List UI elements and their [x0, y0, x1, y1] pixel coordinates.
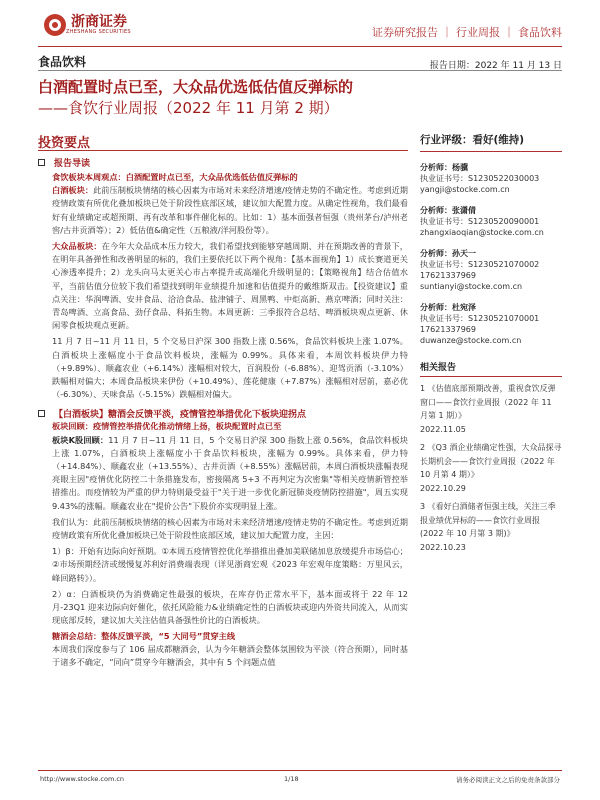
subheader-divider — [38, 70, 562, 71]
analyst-cert: 执业证书号：S1230520090001 — [420, 217, 540, 226]
section-subhead: 板块回顾：疫情管控举措优化推动情绪上扬，板块配置时点已至 — [52, 421, 282, 432]
related-reports-heading: 相关报告 — [420, 360, 562, 377]
paragraph-label: 白酒板块： — [52, 185, 94, 196]
analyst-email[interactable]: yangji@stocke.com.cn — [420, 185, 510, 194]
paragraph-baijiu — [38, 184, 408, 237]
square-bullet-icon — [38, 410, 45, 417]
related-report-item[interactable] — [420, 500, 562, 554]
analyst-card — [420, 302, 562, 346]
related-report-title[interactable]: 3 《看好白酒储者恒强主线，关注三季报业绩优异标的——食饮行业周报(2022 年 10 月第 3 期)》 — [420, 502, 556, 538]
section-subhead-expo: 糖酒会总结：整体反馈平淡，“5 大同号”贯穿主线 — [52, 630, 236, 641]
analyst-phone: 17621337969 — [420, 271, 476, 280]
report-subtitle: ——食饮行业周报（2022 年 11 月第 2 期） — [38, 99, 339, 117]
report-title: 白酒配置时点已至，大众品优选低估值反弹标的 — [38, 78, 354, 96]
analyst-card — [420, 205, 562, 238]
related-report-date: 2022.11.05 — [420, 424, 466, 434]
logo-text: 浙商证券 — [71, 14, 127, 30]
paragraph-sector-review — [38, 434, 408, 513]
analyst-cert: 执业证书号：S1230522030003 — [420, 174, 540, 183]
analyst-card — [420, 248, 562, 292]
section-heading-investment-points: 投资要点 — [38, 136, 91, 151]
logo-subtext: ZHESHANG SECURITIES — [66, 29, 131, 35]
square-bullet-icon — [38, 159, 45, 166]
page-number: 1/18 — [284, 775, 299, 783]
main-content — [38, 152, 408, 764]
section-head-guide — [38, 156, 408, 169]
section-divider — [38, 150, 408, 151]
section-head-baijiu — [38, 407, 408, 420]
paragraph-our-view: 我们认为：此前压制板块情绪的核心因素为市场对未来经济增速/疫情走势的不确定性。考虑到近期疫情政策有所优化叠加板块已处于阶段性底部区域，建议加大配置力度，主因： — [52, 516, 408, 541]
header-breadcrumb: 证券研究报告 ｜ 行业周报 ｜ 食品饮料 — [372, 26, 562, 39]
related-report-date: 2022.10.29 — [420, 483, 466, 493]
related-report-item[interactable] — [420, 441, 562, 495]
report-date: 报告日期：2022 年 11 月 13 日 — [429, 61, 562, 71]
related-report-title[interactable]: 2 《Q3 酒企业绩确定性强，大众品探寻长期机会——食饮行业周报（2022 年 10 月第 4 期）》 — [420, 443, 562, 479]
paragraph-expo: 本周我们深度参与了 106 届成都糖酒会，认为今年糖酒会整体氛围较为平淡（符合预期），同时基于诸多不确定，“同向”贯穿今年糖酒会，其中有 5 个问题点值 — [52, 643, 408, 667]
analyst-card — [420, 162, 562, 195]
weekly-view-lead: 食饮板块本周观点：白酒配置时点已至，大众品优选低估值反弹标的 — [52, 172, 298, 182]
analyst-phone: 17621337969 — [420, 325, 476, 334]
related-report-title[interactable]: 1 《估值底部预期改善，重视食饮反弹窗口——食饮行业周报（2022 年 11 月第 1 期）》 — [420, 384, 556, 420]
analyst-name: 分析师：孙天一 — [420, 249, 476, 258]
paragraph-market-review: 11 月 7 日~11 月 11 日，5 个交易日沪深 300 指数上涨 0.56%，食品饮料板块上涨 1.07%。白酒板块上涨幅度小于食品饮料板块，涨幅为 0.99%。具体来看，本周饮料板块伊力特（+9.89%）、顺鑫农业（+6.14%）涨幅相对较大，百润股份（-6.88%）、迎驾贡酒（-3.10%）跌幅相对偏大；本周食品板块来伊份（+10.49%）、莲花健康（+7.87%）涨幅相对居前，嘉必优（-6.30%）、天味食品（-5.15%）跌幅相对偏大。 — [52, 336, 408, 400]
section-head-text: 【白酒板块】糖酒会反馈平淡，疫情管控举措优化下板块迎拐点 — [54, 410, 307, 421]
analyst-name: 分析师：张潇倩 — [420, 206, 476, 215]
sidebar — [420, 132, 562, 562]
paragraph-label: 板块K股回顾： — [52, 434, 109, 445]
footer-divider — [38, 770, 562, 771]
paragraph-text: 此前压制板块情绪的核心因素为市场对未来经济增速/疫情走势的不确定性。考虑到近期疫情政策有所优化叠加板块已处于阶段性底部区域，建议加大配置力度。从确定性视角，我们最看好有业绩确定或超预期、再有改革和事件催化标的。比如：1）基本面强者恒强（贵州茅台/泸州老窖/古井贡酒等）；2）低估值&确定性（五粮液/洋河股份等）。 — [52, 185, 408, 235]
footer-url[interactable]: http://www.stocke.com.cn — [40, 775, 125, 783]
analyst-email[interactable]: duwanze@stocke.com.cn — [420, 336, 522, 345]
page-header — [0, 0, 600, 46]
analyst-email[interactable]: suntianyi@stocke.com.cn — [420, 282, 523, 291]
paragraph-alpha: 2）α：白酒板块仍为消费确定性最强的板块，在库存仍正常水平下，基本面或将于 22 年 12 月-23Q1 迎来边际向好催化，依托风险能力&业绩确定性的白酒板块或迎内外资共同流入，从而实现底部反转，建议加大关注估值具备强性价比的白酒板块。 — [52, 588, 408, 626]
industry-rating: 行业评级：看好(维持) — [420, 132, 562, 152]
report-category: 食品饮料 — [38, 55, 87, 69]
analyst-name: 分析师：杜宛泽 — [420, 303, 476, 312]
paragraph-mass-goods — [38, 240, 408, 332]
paragraph-beta: 1）β：开始有边际向好预期。①本周五疫情管控优化举措推出叠加美联储加息放缓提升市场信心；②市场预期经济或缓慢复苏利好消费端表现（详见浙商宏观《2023 年宏观年度策略：万里风云，峰回路转》）。 — [52, 546, 408, 583]
paragraph-text: 11 月 7 日~11 月 11 日，5 个交易日沪深 300 指数上涨 0.56%，食品饮料板块上涨 1.07%，白酒板块上涨幅度小于食品饮料板块，涨幅为 0.99%。具体来看，伊力特（+14.84%）、顺鑫农业（+13.55%）、古井贡酒（+8.55%）涨幅居前，本周白酒板块涨幅表现亮眼主因"疫情优化防控二十条措施发布，密接隔离 5+3 不再判定为次密集"等相关疫情新管控举措推出。而疫情较为严重的伊力特则最受益于"关于进一步优化新冠肺炎疫情防控措施"，周五实现 9.43%的涨幅。顺鑫农业在"提价公告"下股价亦实现明显上涨。 — [52, 434, 408, 511]
related-report-date: 2022.10.23 — [420, 542, 466, 552]
logo-mark-icon — [44, 14, 66, 36]
analyst-cert: 执业证书号：S1230521070002 — [420, 260, 540, 269]
section-head-text: 报告导读 — [54, 159, 91, 169]
header-divider — [38, 46, 562, 47]
paragraph-label: 大众品板块： — [52, 241, 102, 252]
paragraph-text: 在今年大众品成本压力较大，我们希望找到能够穿越周期、并在预期改善的背景下，在明年具备弹性和改善明显的标的，我们主要依托以下两个视角：【基本面视角】1）成长赛道更关心渗透率提升；2）龙头向马太更关心市占率提升或高端化升级明显的；【策略视角】结合估值水平，当前估值分位较下我们希望找到明年业绩提升加速和估值提升的戴维斯双击。【投资建议】重点关注：华润啤酒、安井食品、洽洽食品、盐津铺子、周黑鸭、中炬高新、燕京啤酒；同时关注：青岛啤酒、立高食品、劲仔食品、科拓生物。本周更新：三季报符合总结、啤酒板块观点更新、休闲零食板块观点更新。 — [52, 241, 408, 331]
footer-disclaimer: 请务必阅读正文之后的免责条款部分 — [456, 776, 560, 784]
related-report-item[interactable] — [420, 382, 562, 436]
analyst-name: 分析师：杨骥 — [420, 163, 468, 172]
analyst-cert: 执业证书号：S1230521070001 — [420, 314, 540, 323]
company-logo — [44, 14, 131, 36]
analyst-email[interactable]: zhangxiaoqian@stocke.com.cn — [420, 228, 544, 237]
